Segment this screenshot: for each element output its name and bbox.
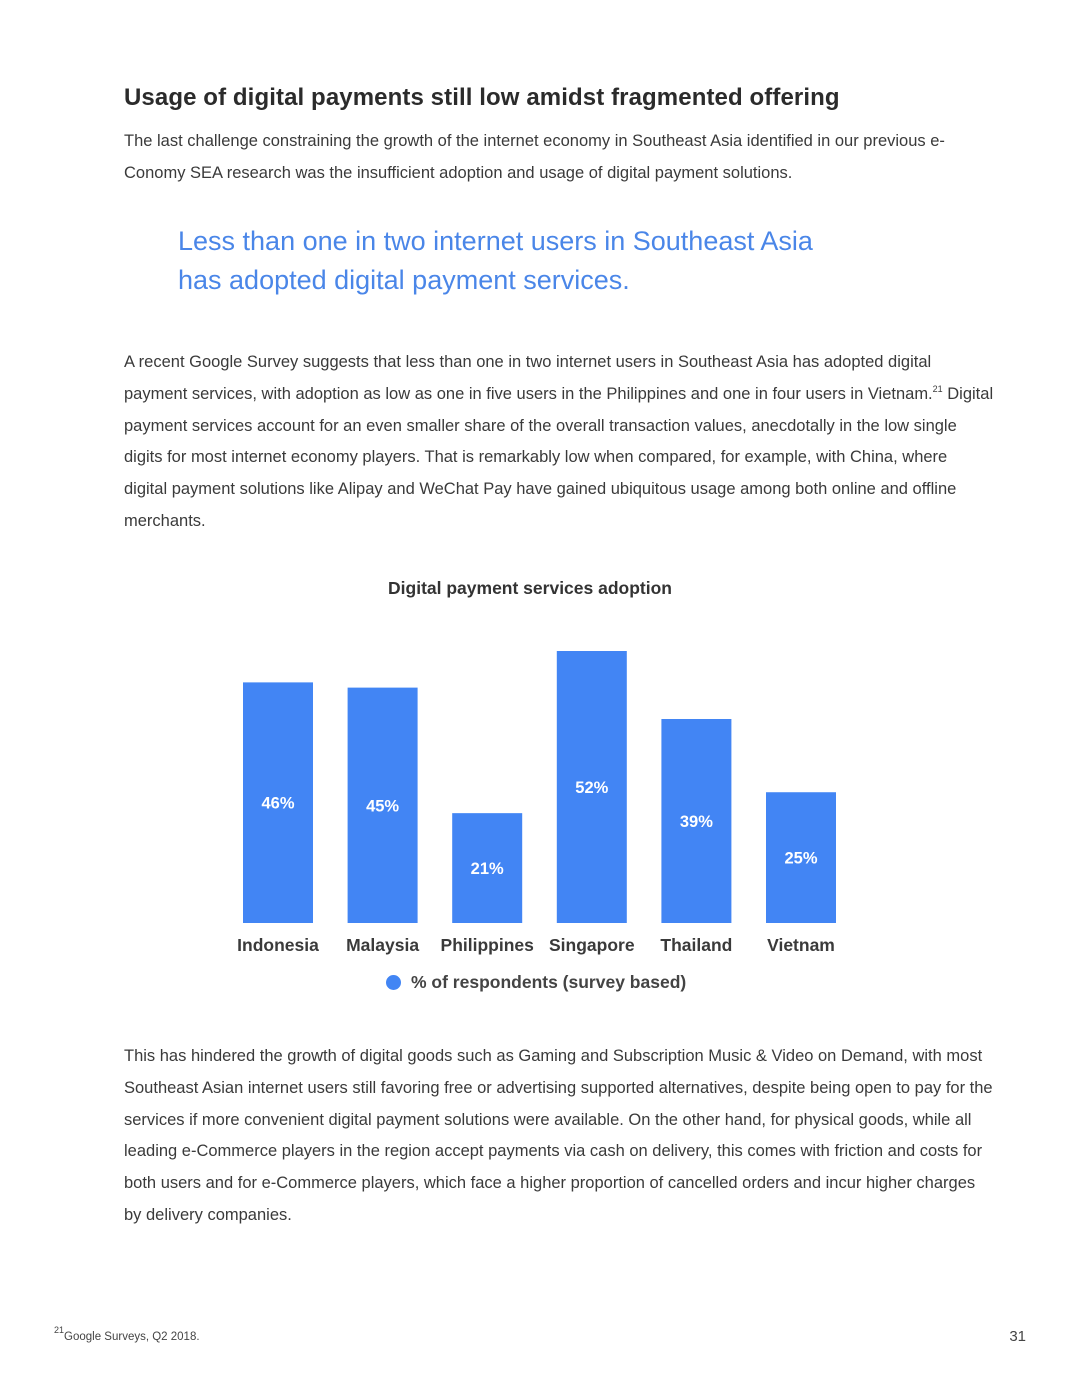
tick-label-vietnam: Vietnam xyxy=(767,935,835,955)
section-heading: Usage of digital payments still low amidst fragmented offering xyxy=(124,84,840,111)
data-label-thailand: 39% xyxy=(679,813,713,831)
footnote xyxy=(54,1325,200,1343)
tick-label-thailand: Thailand xyxy=(660,935,733,955)
body1-text-part2: Digital payment services account for an even smaller share of the overall transaction values, anecdotally in the low single digits for most internet economy players. That is remarkably low when compared, for example, with China, where digital payment solutions like Alipay and WeChat Pay have gained ubiquitous usage among both online and offline merchants. xyxy=(124,384,994,530)
pull-quote-line-1: Less than one in two internet users in Southeast Asia xyxy=(178,226,813,256)
tick-label-singapore: Singapore xyxy=(549,935,635,955)
footnote-text: Google Surveys, Q2 2018. xyxy=(64,1331,200,1343)
tick-label-philippines: Philippines xyxy=(440,935,534,955)
data-label-vietnam: 25% xyxy=(784,849,818,868)
pull-quote-line-2: has adopted digital payment services. xyxy=(178,265,630,295)
data-label-malaysia: 45% xyxy=(366,797,400,816)
data-label-singapore: 52% xyxy=(575,779,609,797)
tick-label-malaysia: Malaysia xyxy=(346,935,420,955)
footnote-number: 21 xyxy=(54,1325,65,1335)
legend-marker xyxy=(386,975,401,990)
data-label-indonesia: 46% xyxy=(261,794,295,813)
page-number: 31 xyxy=(1009,1328,1026,1345)
pull-quote xyxy=(178,222,878,300)
bar-chart xyxy=(200,610,880,970)
body-paragraph-1 xyxy=(124,347,994,538)
chart-legend xyxy=(386,972,686,993)
intro-paragraph: The last challenge constraining the growth of the internet economy in Southeast Asia identified in our previous e-Conomy SEA research was the insufficient adoption and usage of digital payment solutions. xyxy=(124,132,945,182)
chart-title: Digital payment services adoption xyxy=(388,578,672,598)
footnote-reference[interactable]: 21 xyxy=(932,383,943,394)
body1-text-part1: A recent Google Survey suggests that less than one in two internet users in Southeast Asia has adopted digital payment services, with adoption as low as one in five users in the Philippines and one in four users in Vietnam. xyxy=(124,353,933,403)
body-paragraph-2: This has hindered the growth of digital goods such as Gaming and Subscription Music & Video on Demand, with most Southeast Asian internet users still favoring free or advertising supported alternatives, despite being open to pay for the services if more convenient digital payment solutions were available. On the other hand, for physical goods, while all leading e-Commerce players in the region accept payments via cash on delivery, this comes with friction and costs for both users and for e-Commerce players, which face a higher proportion of cancelled orders and incur higher charges by delivery companies. xyxy=(124,1047,993,1224)
tick-label-indonesia: Indonesia xyxy=(237,935,319,955)
data-label-philippines: 21% xyxy=(470,860,504,879)
legend-label: % of respondents (survey based) xyxy=(411,972,687,992)
